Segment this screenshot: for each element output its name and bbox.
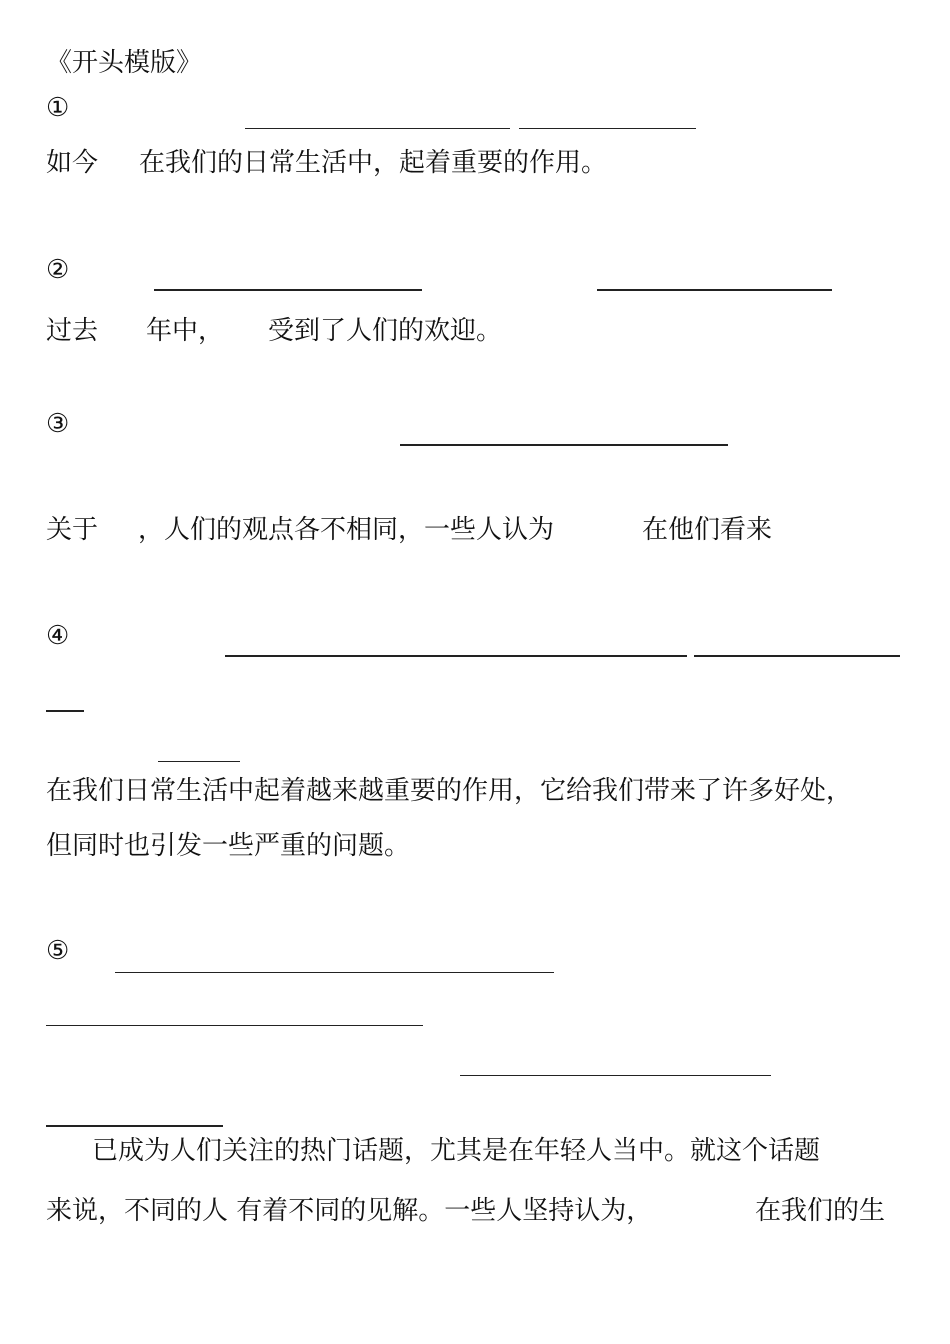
blank-line — [46, 1125, 223, 1127]
template-2-text-b: 年中， — [146, 316, 225, 346]
template-1-number: ① — [46, 93, 70, 123]
blank-line — [597, 289, 832, 291]
blank-line — [154, 289, 422, 291]
blank-line — [460, 1075, 771, 1076]
template-5-line-1: 已成为人们关注的热门话题，尤其是在年轻人当中。就这个话题 — [92, 1136, 821, 1166]
blank-line — [115, 972, 554, 973]
template-2-text-c: 受到了人们的欢迎。 — [268, 316, 503, 346]
template-3-text-a: 关于 — [46, 515, 99, 545]
template-2-number: ② — [46, 255, 70, 285]
template-5-line-2b: 在我们的生 — [755, 1196, 886, 1226]
blank-line — [400, 444, 728, 446]
template-4-line-2: 但同时也引发一些严重的问题。 — [46, 831, 411, 861]
page-title: 《开头模版》 — [46, 48, 203, 78]
blank-line — [694, 655, 900, 657]
template-5-line-2a: 来说，不同的人 有着不同的见解。一些人坚持认为， — [46, 1196, 653, 1226]
blank-line — [519, 128, 696, 129]
template-2-text-a: 过去 — [46, 316, 99, 346]
template-5-number: ⑤ — [46, 936, 70, 966]
blank-line — [225, 655, 687, 657]
blank-line — [46, 1025, 423, 1026]
template-3-number: ③ — [46, 409, 70, 439]
blank-line — [46, 710, 84, 712]
template-3-text-c: 在他们看来 — [642, 515, 773, 545]
template-3-text-b: ，人们的观点各不相同，一些人认为 — [138, 515, 555, 545]
blank-line — [245, 128, 510, 129]
template-4-line-1: 在我们日常生活中起着越来越重要的作用，它给我们带来了许多好处， — [46, 776, 853, 806]
blank-line — [158, 761, 240, 762]
template-1-text-b: 在我们的日常生活中，起着重要的作用。 — [139, 148, 608, 178]
template-4-number: ④ — [46, 621, 70, 651]
template-1-text-a: 如今 — [46, 148, 99, 178]
